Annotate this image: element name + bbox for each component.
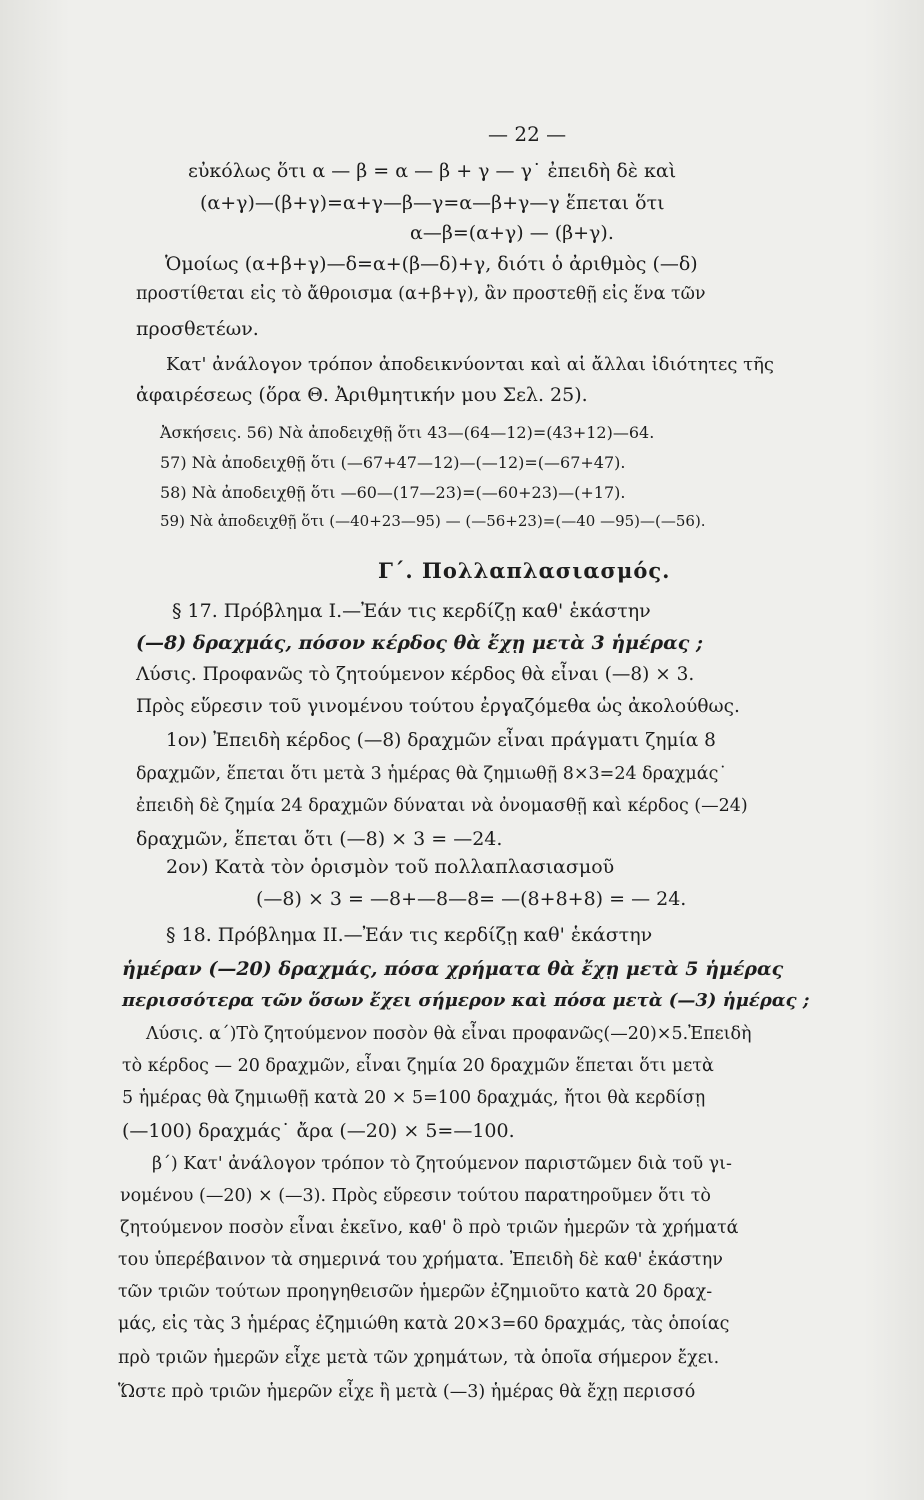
exercise-line: 58) Νὰ ἀποδειχθῇ ὅτι —60—(17—23)=(—60+23)—(+17). bbox=[160, 483, 626, 502]
text-line: νομένου (—20) × (—3). Πρὸς εὕρεσιν τούτου παρατηροῦμεν ὅτι τὸ bbox=[120, 1186, 711, 1206]
text-line: Λύσις. Προφανῶς τὸ ζητούμενον κέρδος θὰ εἶναι (—8) × 3. bbox=[136, 664, 695, 685]
section-heading: Γ΄. Πολλαπλασιασμός. bbox=[378, 558, 671, 583]
text-line: β΄) Κατ' ἀνάλογον τρόπον τὸ ζητούμενον παριστῶμεν διὰ τοῦ γι- bbox=[152, 1154, 732, 1174]
text-line: προσθετέων. bbox=[136, 318, 259, 340]
text-line: τῶν τριῶν τούτων προηγηθεισῶν ἡμερῶν ἐζημιοῦτο κατὰ 20 δραχ- bbox=[118, 1282, 713, 1302]
text-line: Πρὸς εὕρεσιν τοῦ γινομένου τούτου ἐργαζόμεθα ὡς ἀκολούθως. bbox=[136, 696, 740, 717]
text-line: εὐκόλως ὅτι α — β = α — β + γ — γ˙ ἐπειδὴ δὲ καὶ bbox=[188, 160, 677, 182]
exercise-line: 57) Νὰ ἀποδειχθῇ ὅτι (—67+47—12)—(—12)=(—67+47). bbox=[160, 453, 626, 472]
problem-heading: § 17. Πρόβλημα I.—Ἐάν τις κερδίζῃ καθ' ἑκάστην bbox=[172, 600, 651, 622]
text-line: προστίθεται εἰς τὸ ἄθροισμα (α+β+γ), ἂν προστεθῇ εἰς ἕνα τῶν bbox=[136, 284, 706, 304]
problem-text: περισσότερα τῶν ὅσων ἔχει σήμερον καὶ πόσα μετὰ (—3) ἡμέρας ; bbox=[122, 990, 810, 1011]
text-line: μάς, εἰς τὰς 3 ἡμέρας ἐζημιώθη κατὰ 20×3=60 δραχμάς, τὰς ὁποίας bbox=[118, 1314, 730, 1334]
text-line: τὸ κέρδος — 20 δραχμῶν, εἶναι ζημία 20 δραχμῶν ἕπεται ὅτι μετὰ bbox=[122, 1056, 714, 1076]
text-line: ἐπειδὴ δὲ ζημία 24 δραχμῶν δύναται νὰ ὀνομασθῇ καὶ κέρδος (—24) bbox=[136, 796, 748, 816]
text-line: δραχμῶν, ἕπεται ὅτι (—8) × 3 = —24. bbox=[136, 828, 503, 850]
page-number: — 22 — bbox=[488, 122, 567, 146]
text-line: 2ον) Κατὰ τὸν ὁρισμὸν τοῦ πολλαπλασιασμοῦ bbox=[166, 856, 615, 878]
text-line: δραχμῶν, ἕπεται ὅτι μετὰ 3 ἡμέρας θὰ ζημιωθῇ 8×3=24 δραχμάς˙ bbox=[136, 764, 728, 784]
equation-line: (α+γ)—(β+γ)=α+γ—β—γ=α—β+γ—γ ἕπεται ὅτι bbox=[200, 192, 665, 214]
text-line: πρὸ τριῶν ἡμερῶν εἶχε μετὰ τῶν χρημάτων, τὰ ὁποῖα σήμερον ἔχει. bbox=[118, 1348, 720, 1368]
text-line: ζητούμενον ποσὸν εἶναι ἐκεῖνο, καθ' ὃ πρὸ τριῶν ἡμερῶν τὰ χρήματά bbox=[120, 1218, 739, 1238]
problem-heading: § 18. Πρόβλημα II.—Ἐάν τις κερδίζῃ καθ' ἑκάστην bbox=[166, 924, 653, 946]
text-line: ἀφαιρέσεως (ὅρα Θ. Ἀριθμητικήν μου Σελ. 25). bbox=[136, 384, 588, 406]
text-line: (—100) δραχμάς˙ ἄρα (—20) × 5=—100. bbox=[122, 1120, 515, 1142]
problem-text: (—8) δραχμάς, πόσον κέρδος θὰ ἔχῃ μετὰ 3 ἡμέρας ; bbox=[136, 632, 704, 654]
text-line: 1ον) Ἐπειδὴ κέρδος (—8) δραχμῶν εἶναι πράγματι ζημία 8 bbox=[166, 730, 716, 751]
text-line: Ὥστε πρὸ τριῶν ἡμερῶν εἶχε ἢ μετὰ (—3) ἡμέρας θὰ ἔχῃ περισσό bbox=[118, 1382, 696, 1402]
text-line: του ὑπερέβαινον τὰ σημερινά του χρήματα. Ἐπειδὴ δὲ καθ' ἑκάστην bbox=[118, 1250, 723, 1270]
exercise-line: Ἀσκήσεις. 56) Νὰ ἀποδειχθῇ ὅτι 43—(64—12)=(43+12)—64. bbox=[160, 423, 655, 442]
page-edge-shadow-right bbox=[864, 0, 924, 1500]
text-line: Κατ' ἀνάλογον τρόπον ἀποδεικνύονται καὶ αἱ ἄλλαι ἰδιότητες τῆς bbox=[166, 354, 775, 375]
page-edge-shadow-left bbox=[0, 0, 70, 1500]
text-line: Λύσις. α΄)Τὸ ζητούμενον ποσὸν θὰ εἶναι προφανῶς(—20)×5.Ἐπειδὴ bbox=[146, 1024, 752, 1044]
text-line: Ὁμοίως (α+β+γ)—δ=α+(β—δ)+γ, διότι ὁ ἀριθμὸς (—δ) bbox=[165, 253, 698, 275]
equation-line: α—β=(α+γ) — (β+γ). bbox=[410, 222, 614, 244]
equation-line: (—8) × 3 = —8+—8—8= —(8+8+8) = — 24. bbox=[256, 888, 687, 910]
exercise-line: 59) Νὰ ἀποδειχθῇ ὅτι (—40+23—95) — (—56+23)=(—40 —95)—(—56). bbox=[160, 512, 706, 530]
problem-text: ἡμέραν (—20) δραχμάς, πόσα χρήματα θὰ ἔχῃ μετὰ 5 ἡμέρας bbox=[122, 958, 784, 980]
text-line: 5 ἡμέρας θὰ ζημιωθῇ κατὰ 20 × 5=100 δραχμάς, ἤτοι θὰ κερδίσῃ bbox=[122, 1088, 706, 1108]
